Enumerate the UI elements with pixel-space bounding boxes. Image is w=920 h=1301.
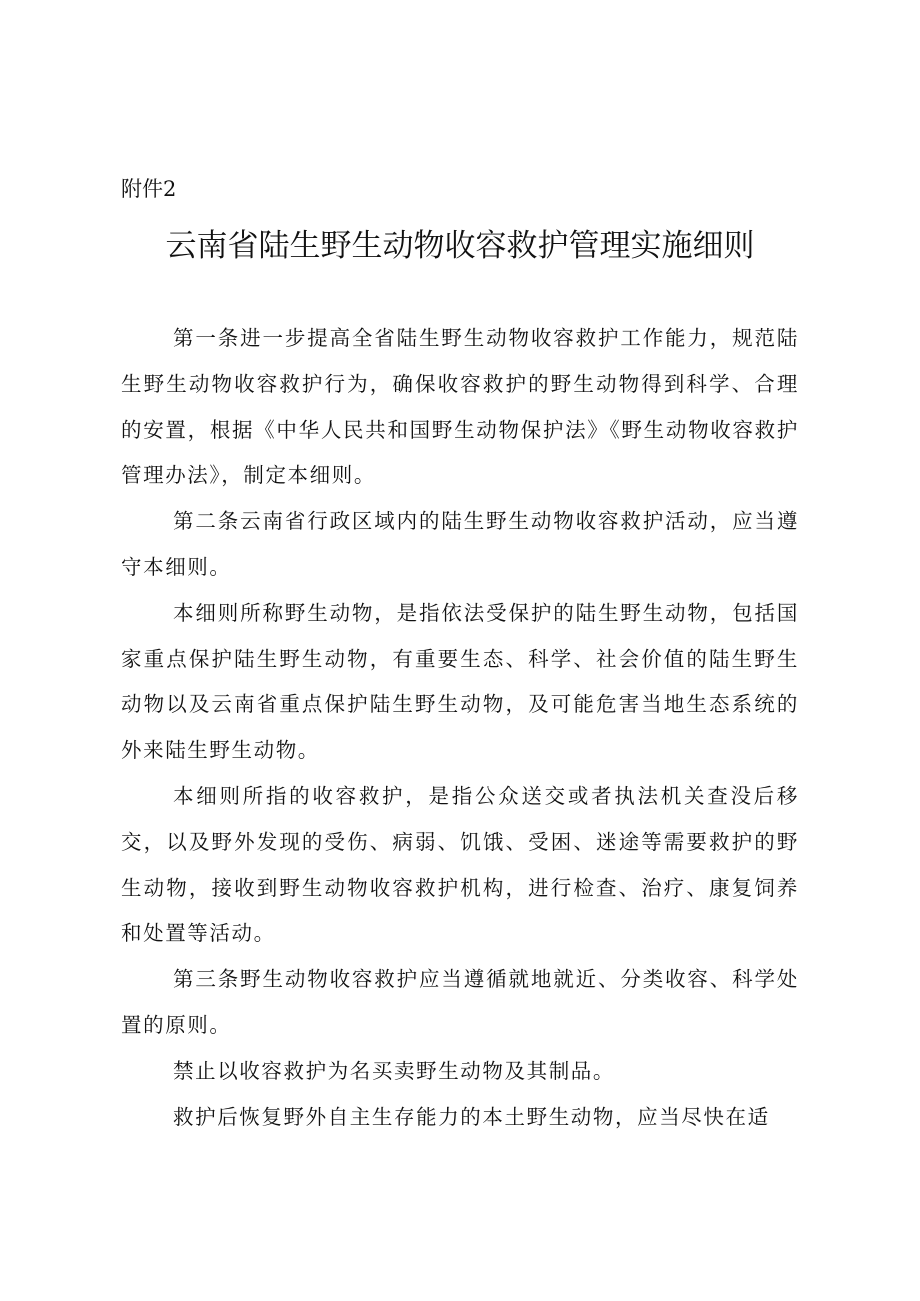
- paragraph-rescue-definition: 本细则所指的收容救护，是指公众送交或者执法机关查没后移交，以及野外发现的受伤、病弱、饥饿、受困、迷途等需要救护的野生动物，接收到野生动物收容救护机构，进行检查、治疗、康复饲养和处置等活动。: [121, 783, 799, 946]
- paragraph-article-1: 第一条进一步提高全省陆生野生动物收容救护工作能力，规范陆生野生动物收容救护行为，确保收容救护的野生动物得到科学、合理的安置，根据《中华人民共和国野生动物保护法》《野生动物收容救护管理办法》，制定本细则。: [121, 326, 799, 488]
- paragraph-release: 救护后恢复野外自主生存能力的本土野生动物，应当尽快在适: [173, 1104, 770, 1129]
- paragraph-wildlife-definition: 本细则所称野生动物，是指依法受保护的陆生野生动物，包括国家重点保护陆生野生动物，有重要生态、科学、社会价值的陆生野生动物以及云南省重点保护陆生野生动物，及可能危害当地生态系统的外来陆生野生动物。: [121, 600, 799, 763]
- attachment-label: 附件2: [121, 177, 177, 201]
- paragraph-article-3: 第三条野生动物收容救护应当遵循就地就近、分类收容、科学处置的原则。: [121, 967, 799, 1037]
- document-title: 云南省陆生野生动物收容救护管理实施细则: [165, 228, 755, 264]
- paragraph-article-2: 第二条云南省行政区域内的陆生野生动物收容救护活动，应当遵守本细则。: [121, 509, 799, 579]
- document-body: [121, 316, 799, 1140]
- paragraph-prohibition: 禁止以收容救护为名买卖野生动物及其制品。: [173, 1058, 615, 1083]
